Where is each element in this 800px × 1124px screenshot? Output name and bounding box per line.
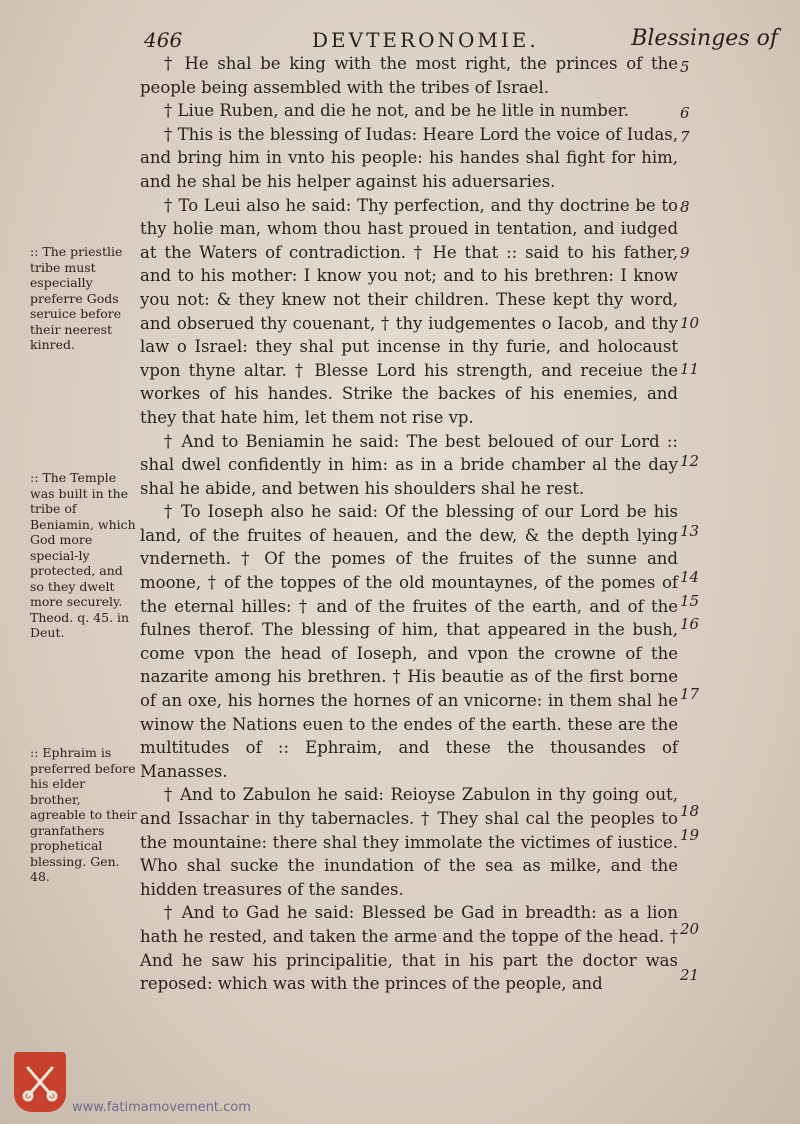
verse-number: 10	[680, 314, 700, 332]
paragraph: † And to Beniamin he said: The best beloued of our Lord :: shal dwel confidently in him: as in a bride chamber al the day shal he abide, and betwen his shoulders shal he rest.	[140, 431, 678, 498]
verse-number: 18	[680, 802, 700, 820]
verse-number: 17	[680, 685, 700, 703]
verse-number: 11	[680, 360, 700, 378]
verse-number: 8	[680, 198, 690, 216]
verse-number: 7	[680, 128, 690, 146]
verse-number: 20	[680, 920, 700, 938]
verse-number: 13	[680, 522, 700, 540]
page-number: 466	[144, 28, 183, 52]
paragraph: † This is the blessing of Iudas: Heare Lord the voice of Iudas, and bring him in vnto his people: his handes shal fight for him, and he shal be his helper against his aduersaries.	[140, 124, 678, 191]
verse-number: 16	[680, 615, 700, 633]
papal-keys-logo-icon	[14, 1052, 66, 1112]
footer-url[interactable]: www.fatimamovement.com	[72, 1100, 251, 1115]
paragraph: † He shal be king with the most right, the princes of the people being assembled with the tribes of Israel.	[140, 54, 678, 97]
book-title: DEVTERONOMIE.	[312, 28, 539, 52]
verse-number: 6	[680, 104, 690, 122]
paragraph: † Liue Ruben, and die he not, and be he litle in number.	[164, 101, 629, 121]
verse-number: 5	[680, 58, 690, 76]
running-head: Blessinges of	[631, 26, 778, 51]
margin-note-temple: :: The Temple was built in the tribe of Beniamin, which God more special-ly protected, and so they dwelt more securely. Theod. q. 45. in Deut.	[30, 470, 136, 640]
verse-number: 19	[680, 826, 700, 844]
verse-number: 12	[680, 452, 700, 470]
verse-number: 21	[680, 966, 700, 984]
paragraph: † To Ioseph also he said: Of the blessing of our Lord be his land, of the fruites of heauen, and the dew, & the depth lying vnderneth. † Of the pomes of the fruites of the sunne and moone, † of the toppes of the old mountaynes, of the pomes of the eternal hilles: † and of the fruites of the earth, and of the fulnes therof. The blessing of him, that appeared in the bush, come vpon the head of Ioseph, and vpon the crowne of the nazarite among his brethren. † His beautie as of the first borne of an oxe, his hornes the hornes of an vnicorne: in them shal he winow the Nations euen to the endes of the earth. these are the multitudes of :: Ephraim, and these the thousandes of Manasses.	[140, 502, 678, 781]
paragraph: † And to Gad he said: Blessed be Gad in breadth: as a lion hath he rested, and taken the arme and the toppe of the head. † And he saw his principalitie, that in his part the doctor was reposed: which was with the princes of the people, and	[140, 903, 678, 994]
margin-note-priestly-tribe: :: The priestlie tribe must especially preferre Gods seruice before their neerest kinred.	[30, 244, 123, 352]
margin-note-ephraim: :: Ephraim is preferred before his elder brother, agreable to their granfathers prophetical blessing. Gen. 48.	[30, 745, 137, 884]
paragraph: † To Leui also he said: Thy perfection, and thy doctrine be to thy holie man, whom thou hast proued in tentation, and iudged at the Waters of contradiction. † He that :: said to his father, and to his mother: I know you not; and to his brethren: I know you not: & they knew not their children. These kept thy word, and obserued thy couenant, † thy iudgementes o Iacob, and thy law o Israel: they shal put incense in thy furie, and holocaust vpon thyne altar. † Blesse Lord his strength, and receiue the workes of his handes. Strike the backes of his enemies, and they that hate him, let them not rise vp.	[140, 195, 678, 427]
paragraph: † And to Zabulon he said: Reioyse Zabulon in thy going out, and Issachar in thy tabernacles. † They shal cal the peoples to the mountaine: there shal they immolate the victimes of iustice. Who shal sucke the inundation of the sea as milke, and the hidden treasures of the sandes.	[140, 785, 678, 899]
verse-number: 14	[680, 568, 700, 586]
verse-number: 9	[680, 244, 690, 262]
main-text	[140, 52, 678, 996]
verse-number: 15	[680, 592, 700, 610]
